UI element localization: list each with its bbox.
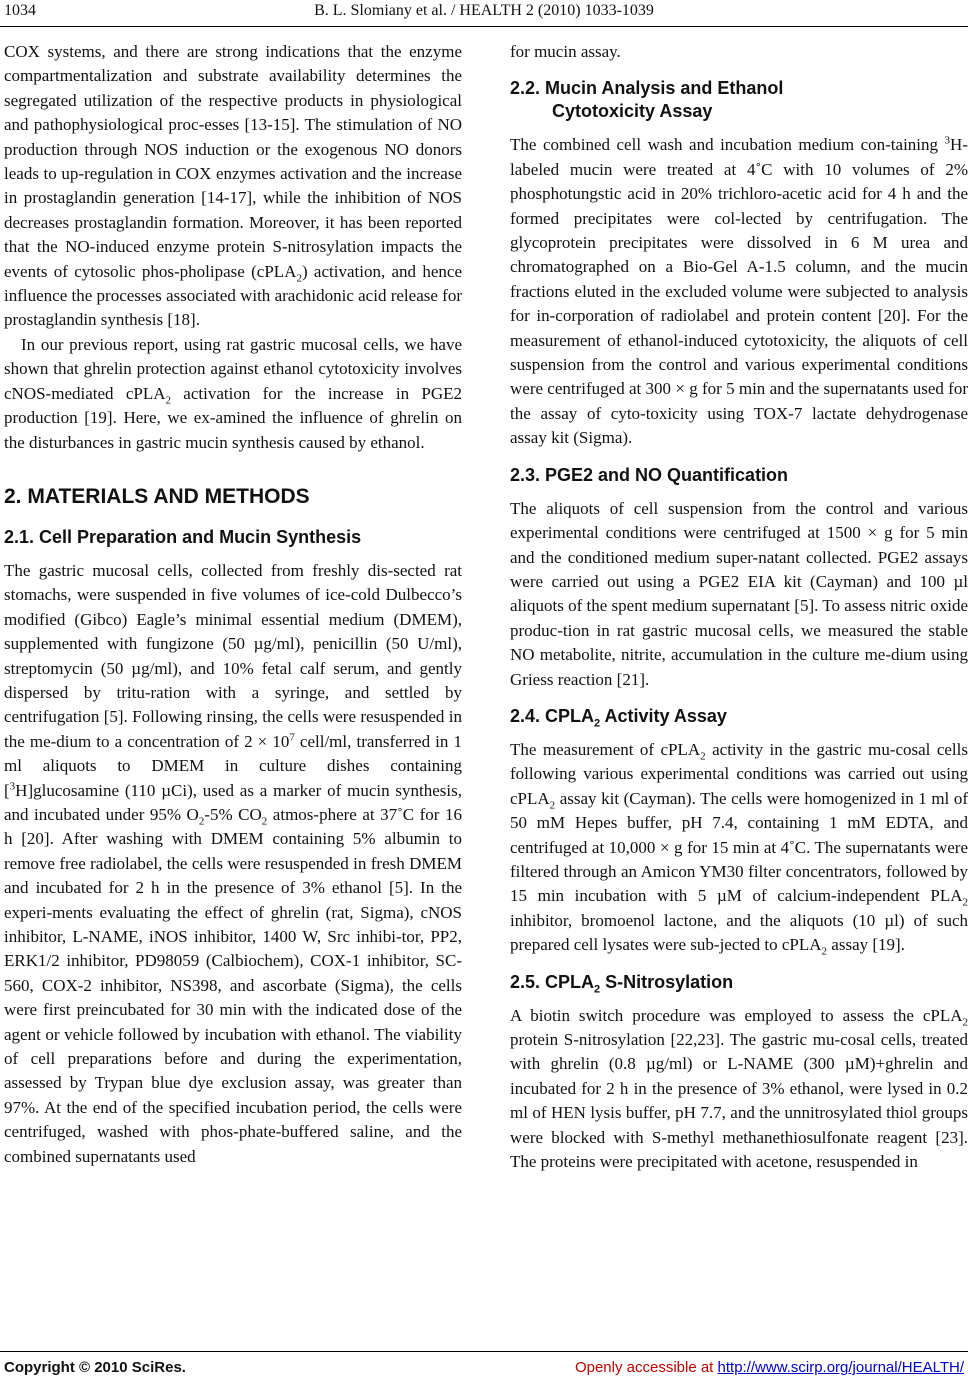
paragraph-mucin-analysis: The combined cell wash and incubation medium con-taining $^3$H-labeled mucin were treated at 4˚C with 10 volumes of 2% phosphotungstic acid in 20% trichloro-acetic acid for 4 h and the formed precipitates were col-lected by centrifugation. The glycoprotein precipitates were dissolved in 6 M urea and chromatographed on a Bio-Gel A-1.5 column, and the mucin fractions eluted in the excluded volume were subjected to analysis for in-corporation of radiolabel and protein content [20]. For the measurement of ethanol-induced cytotoxicity, the aliquots of cell suspension from the control and various experimental conditions were centrifuged at 300 × g for 5 min and the supernatants used for the assay of cyto-toxicity using TOX-7 lactate dehydrogenase assay kit (Sigma).: [510, 134, 968, 448]
paragraph-s-nitrosylation: A biotin switch procedure was employed to assess the cPLA$_2$ protein S-nitrosylation [22,23]. The gastric mu-cosal cells, treated with ghrelin (0.8 µg/ml) or L-NAME (300 µM)+ghrelin and incubated for 2 h in the presence of 3% ethanol, were lysed in 0.2 ml of HEN lysis buffer, pH 7.7, and the unnitrosylated thiol groups were blocked with S-methyl methanethiosulfonate reagent [23]. The proteins were precipitated with acetone, resuspended in: [510, 1005, 968, 1172]
paragraph-cell-preparation: The gastric mucosal cells, collected from freshly dis-sected rat stomachs, were suspended in five volumes of ice-cold Dulbecco’s modified (Gibco) Eagle’s minimal essential medium (DMEM), supplemented with fungizone (50 µg/ml), penicillin (50 U/ml), streptomycin (50 µg/ml), and 10% fetal calf serum, and gently dispersed by tritu-ration with a syringe, and settled by centrifugation [5]. Following rinsing, the cells were resuspended in the me-dium to a concentration of $2 \times 10^7$ cell/ml, transferred in 1 ml aliquots to DMEM in culture dishes containing [$^3$H]glucosamine (110 µCi), used as a marker of mucin synthesis, and incubated under 95% $O_2-5\%$ $CO_2$ atmos-phere at 37˚C for 16 h [20]. After washing with DMEM containing 5% albumin to remove free radiolabel, the cells were resuspended in fresh DMEM and incubated for 2 h in the presence of 3% ethanol [5]. In the experi-ments evaluating the effect of ghrelin (rat, Sigma), cNOS inhibitor, L-NAME, iNOS inhibitor, 1400 W, Src inhibi-tor, PP2, ERK1/2 inhibitor, PD98059 (Calbiochem), COX-1 inhibitor, SC-560, COX-2 inhibitor, NS398, and ascorbate (Sigma), the cells were first preincubated for 30 min with the indicated dose of the agent or vehicle followed by incubation with ethanol. The viability of cell preparations before and during the experimentation, assessed by Trypan blue dye exclusion assay, was greater than 97%. At the end of the specified incubation period, the cells were centrifuged, washed with phos-phate-buffered saline, and the combined supernatants used: [4, 560, 462, 1166]
paragraph-mucin-assay-end: for mucin assay.: [510, 42, 621, 61]
page-number: 1034: [4, 2, 36, 19]
paragraph-cpla2-activity: The measurement of cPLA$_2$ activity in the gastric mu-cosal cells following various experimental conditions was carried out using cPLA$_2$ assay kit (Cayman). The cells were homogenized in 1 ml of 50 mM Hepes buffer, pH 7.4, containing 1 mM EDTA, and centrifuged at 10,000 × g for 15 min at 4˚C. The supernatants were filtered through an Amicon YM30 filter concentrators, followed by 15 min incubation with 5 µM of calcium-independent $PLA_2$ inhibitor, bromoenol lactone, and the aliquots (10 µl) of such prepared cell lysates were sub-jected to cPLA$_2$ assay [19].: [510, 739, 968, 958]
running-title: B. L. Slomiany et al. / HEALTH 2 (2010) 1033-1039: [314, 2, 654, 19]
footer-access-text: Openly accessible at: [574, 1359, 718, 1376]
paragraph-intro-cox: COX systems, and there are strong indications that the enzyme compartmentalization and substrate availability determines the segregated utilization of the respective products in physiological and pathophysiological proc-esses [13-15]. The stimulation of NO production through NOS induction or the exogenous NO donors leads to up-regulation in COX enzymes activation and the increase in prostaglandin generation [14-17], while the inhibition of NOS decreases prostaglandin formation. Moreover, it has been reported that the NO-induced enzyme protein S-nitrosylation impacts the events of cytosolic phos-pholipase (cPLA$_2$) activation, and hence influence the processes associated with arachidonic acid release for prostaglandin synthesis [18].: [4, 42, 462, 330]
subsection-heading-2-4: 2.4. $CPLA_2$ Activity Assay: [510, 705, 727, 730]
journal-link[interactable]: http://www.scirp.org/journal/HEALTH/: [717, 1359, 964, 1376]
footer-access: [575, 1359, 964, 1376]
paragraph-pge2-no: The aliquots of cell suspension from the control and various experimental conditions were centrifuged at 1500 × g for 5 min and the conditioned medium super-natant collected. PGE2 assays were carried out using a PGE2 EIA kit (Cayman) and 100 µl aliquots of the spent medium supernatant [5]. To assess nitric oxide produc-tion in rat gastric mucosal cells, we measured the stable NO metabolite, nitrite, accumulation in the culture me-dium using Griess reaction [21].: [510, 498, 968, 689]
section-heading-materials-methods: 2. MATERIALS AND METHODS: [4, 484, 310, 508]
header-rule: [0, 26, 968, 27]
subsection-heading-2-1: 2.1. Cell Preparation and Mucin Synthesis: [4, 526, 362, 547]
paragraph-previous-report: In our previous report, using rat gastric mucosal cells, we have shown that ghrelin protection against ethanol cytotoxicity involves cNOS-mediated cPLA$_2$ activation for the increase in PGE2 production [19]. Here, we ex-amined the influence of ghrelin on the disturbances in gastric mucin synthesis caused by ethanol.: [4, 334, 463, 452]
left-column: [4, 40, 462, 1169]
subsection-heading-2-2-line1: 2.2. Mucin Analysis and Ethanol: [510, 78, 784, 99]
subsection-heading-2-2-line2: Cytotoxicity Assay: [552, 101, 713, 122]
subsection-heading-2-3: 2.3. PGE2 and NO Quantification: [510, 464, 789, 485]
subsection-heading-2-2: [510, 77, 968, 123]
subsection-heading-2-5: 2.5. $CPLA_2$ S-Nitrosylation: [510, 971, 734, 996]
right-column: [510, 40, 968, 1174]
footer-rule: [0, 1351, 968, 1352]
footer-copyright: Copyright © 2010 SciRes.: [4, 1359, 186, 1376]
